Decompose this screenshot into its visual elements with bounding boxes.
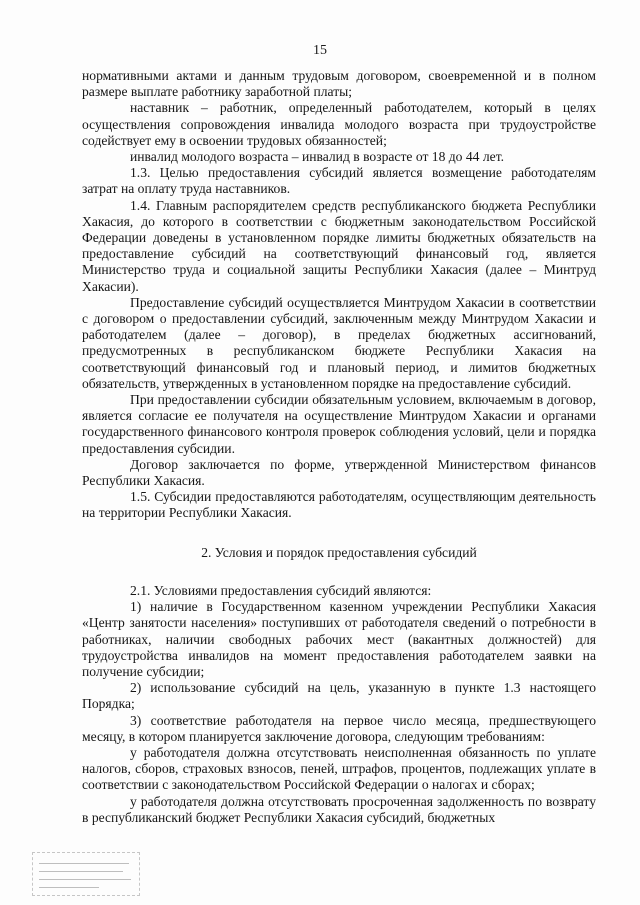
paragraph: 1.3. Целью предоставления субсидий является возмещение работодателям затрат на оплату труда наставников. bbox=[82, 165, 596, 197]
paragraph: 3) соответствие работодателя на первое число месяца, предшествующего месяцу, в котором планируется заключение договора, следующим требованиям: bbox=[82, 712, 596, 744]
paragraph: 2.1. Условиями предоставления субсидий являются: bbox=[130, 582, 432, 598]
paragraph: наставник – работник, определенный работодателем, который в целях осуществления сопровождения инвалида молодого возраста при трудоустройстве содействует ему в освоении трудовых обязанностей; bbox=[82, 100, 596, 148]
faint-stamp bbox=[32, 852, 140, 896]
page-number: 15 bbox=[313, 43, 327, 58]
paragraph: 1) наличие в Государственном казенном учреждении Республики Хакасия «Центр занятости населения» поступивших от работодателя сведений о потребности в работниках, наличии свободных рабочих мест (вакантных должностей) для трудоустройства инвалидов на момент предоставления работодателем заявки на получение субсидии; bbox=[82, 599, 596, 679]
paragraph: Договор заключается по форме, утвержденной Министерством финансов Республики Хакасия. bbox=[82, 456, 596, 489]
paragraph: При предоставлении субсидии обязательным условием, включаемым в договор, является согласие ее получателя на осуществление Минтрудом Хакасии и органами государственного финансового контроля проверок соблюдения условий, цели и порядка предоставления субсидии. bbox=[82, 392, 596, 456]
paragraph: 1.4. Главным распорядителем средств республиканского бюджета Республики Хакасия, до которого в соответствии с бюджетным законодательством Российской Федерации доведены в установленном порядке лимиты бюджетных обязательств на предоставление субсидий на соответствующий финансовый год, является Министерство труда и социальной защиты Республики Хакасия (далее – Минтруд Хакасии). bbox=[82, 197, 596, 294]
document-body bbox=[82, 68, 596, 826]
paragraph: у работодателя должна отсутствовать неисполненная обязанность по уплате налогов, сборов, страховых взносов, пеней, штрафов, процентов, подлежащих уплате в соответствии с законодательством Российской Федерации о налогах и сборах; bbox=[82, 744, 596, 793]
paragraph: 1.5. Субсидии предоставляются работодателям, осуществляющим деятельность на территории Республики Хакасия. bbox=[82, 489, 596, 521]
paragraph: Предоставление субсидий осуществляется Минтрудом Хакасии в соответствии с договором о предоставлении субсидий, заключенным между Минтрудом Хакасии и работодателем (далее – договор), в пределах бюджетных ассигнований, предусмотренных в республиканском бюджете Республики Хакасия на соответствующий финансовый год и плановый период, и лимитов бюджетных обязательств, утвержденных в установленном порядке на предоставление субсидий. bbox=[82, 294, 596, 391]
paragraph: 2) использование субсидий на цель, указанную в пункте 1.3 настоящего Порядка; bbox=[82, 680, 596, 712]
paragraph: инвалид молодого возраста – инвалид в возрасте от 18 до 44 лет. bbox=[130, 149, 505, 165]
paragraph: нормативными актами и данным трудовым договором, своевременной и в полном размере выплате работнику заработной платы; bbox=[82, 68, 596, 100]
paragraph: у работодателя должна отсутствовать просроченная задолженность по возврату в республиканский бюджет Республики Хакасия субсидий, бюджетных bbox=[82, 793, 596, 825]
section-heading: 2. Условия и порядок предоставления субсидий bbox=[201, 544, 477, 560]
